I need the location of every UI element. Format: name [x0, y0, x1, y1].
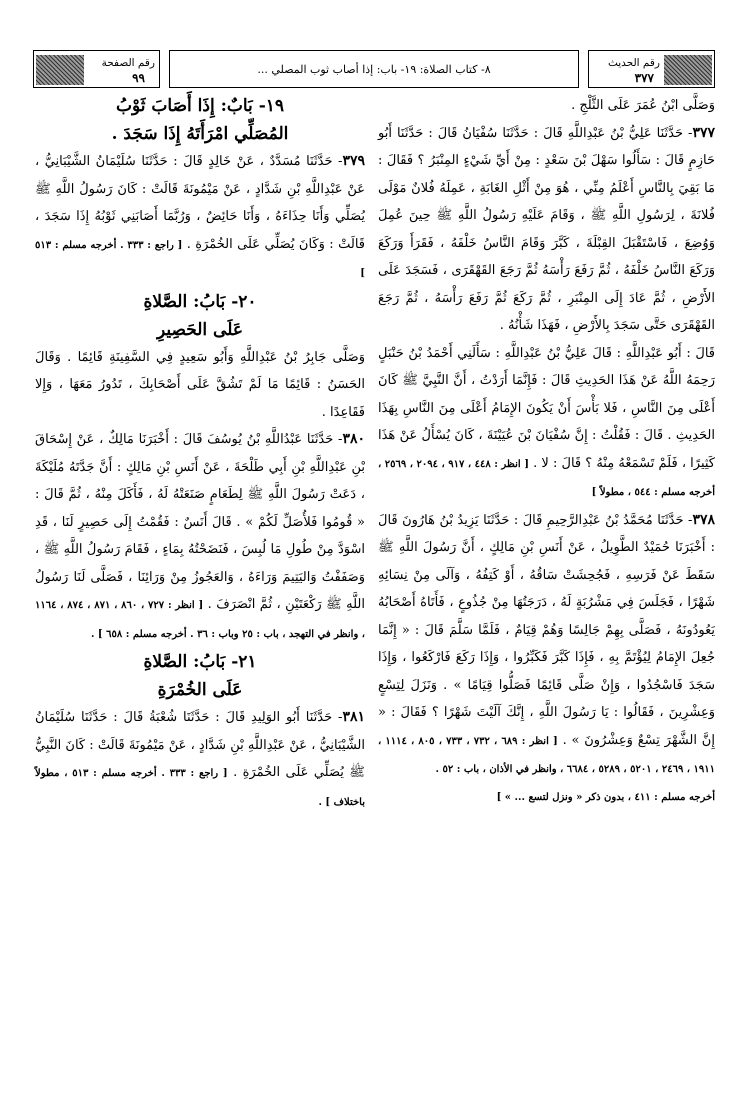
- running-title: [169, 50, 579, 88]
- right-column: [378, 92, 715, 811]
- hadith-number: ٣٧٧: [692, 124, 715, 141]
- hadith-text: - حَدَّثَنَا أَبُو الوَلِيدِ قَالَ : حَدَّثَنَا شُعْبَةُ قَالَ : حَدَّثَنَا سُلَيْمَانُ الشَّيْبَانِيُّ ، عَنْ عَبْدِاللَّهِ بْنِ شَدَّادٍ ، عَنْ مَيْمُونَةَ قَالَتْ : كَانَ النَّبِيُّ ﷺ يُصَلِّي عَلَى الخُمْرَةِ .: [35, 710, 366, 780]
- chapter-title: المُصَلِّي امْرَأَتَهُ إِذَا سَجَدَ .: [111, 124, 289, 144]
- text-paragraph: [378, 340, 715, 507]
- shaded-ornament: [36, 55, 84, 85]
- hadith-number: ٣٧٨: [692, 511, 715, 528]
- hadith-number: ٣٧٧: [634, 71, 654, 85]
- running-title-text: ٨- كتاب الصلاة: ١٩- باب: إذا أصاب ثوب المصلي ...: [257, 62, 491, 76]
- paragraph-text: وَصَلَّى ابْنُ عُمَرَ عَلَى الثَّلْجِ .: [571, 98, 715, 113]
- hadith-paragraph: [378, 507, 715, 784]
- hadith-text: - حَدَّثَنَا عَلِيُّ بْنُ عَبْدِاللَّهِ قَالَ : حَدَّثَنَا سُفْيَانُ قَالَ : حَدَّثَنَا أَبُو حَازِمٍ قَالَ : سَأَلُوا سَهْلَ بْنَ سَعْدٍ : مِنْ أَيِّ شَيْءٍ المِنْبَرُ ؟ فَقَالَ : مَا بَقِيَ بِالنَّاسِ أَعْلَمُ مِنِّي ، هُوَ مِنْ أَثْلِ الغَابَةِ ، عَمِلَهُ فُلانٌ مَوْلَى فُلانَةَ ، لِرَسُولِ اللَّهِ ﷺ ، وَقَامَ عَلَيْهِ رَسُولُ اللَّهِ ﷺ حِينَ عُمِلَ وَوُضِعَ ، فَاسْتَقْبَلَ القِبْلَةَ ، كَبَّرَ وَقَامَ النَّاسُ خَلْفَهُ ، فَقَرَأَ وَرَكَعَ وَرَكَعَ النَّاسُ خَلْفَهُ ، ثُمَّ رَفَعَ رَأْسَهُ ثُمَّ رَجَعَ القَهْقَرَى ، فَسَجَدَ عَلَى الأَرْضِ ، ثُمَّ عَادَ إِلَى المِنْبَرِ ، ثُمَّ رَكَعَ ثُمَّ رَفَعَ رَأْسَهُ ، ثُمَّ رَجَعَ القَهْقَرَى حَتَّى سَجَدَ بِالأَرْضِ ، فَهَذَا شَأْنُهُ .: [378, 125, 715, 333]
- left-column: [35, 92, 365, 816]
- hadith-text: - حَدَّثَنَا عَبْدُاللَّهِ بْنُ يُوسُفَ قَالَ : أَخْبَرَنَا مَالِكٌ ، عَنْ إِسْحَاقَ بْنِ عَبْدِاللَّهِ بْنِ أَبِي طَلْحَةَ ، عَنْ أَنَسِ بْنِ مَالِكٍ : أَنَّ جَدَّتَهُ مُلَيْكَةَ ، دَعَتْ رَسُولَ اللَّهِ ﷺ لِطَعَامٍ صَنَعَتْهُ لَهُ ، فَأَكَلَ مِنْهُ ، ثُمَّ قَالَ : « قُومُوا فَلأُصَلِّ لَكُمْ » . قَالَ أَنَسٌ : فَقُمْتُ إِلَى حَصِيرٍ لَنَا ، قَدِ اسْوَدَّ مِنْ طُولِ مَا لُبِسَ ، فَنَضَحْتُهُ بِمَاءٍ ، فَقَامَ رَسُولُ اللَّهِ ﷺ ، وَصَفَفْتُ وَاليَتِيمَ وَرَاءَهُ ، وَالعَجُوزُ مِنْ وَرَائِنَا ، فَصَلَّى لَنَا رَسُولُ اللَّهِ ﷺ رَكْعَتَيْنِ ، ثُمَّ انْصَرَفَ .: [35, 432, 366, 612]
- chapter-title: ٢١- بَابُ: الصَّلاةِ: [143, 652, 257, 672]
- text-paragraph: [35, 344, 365, 427]
- chapter-title: ٢٠- بَابُ: الصَّلاةِ: [143, 291, 257, 312]
- shaded-ornament: [664, 55, 712, 85]
- hadith-number: ٣٧٩: [342, 153, 365, 169]
- text-paragraph: [378, 92, 715, 120]
- hadith-text: - حَدَّثَنَا مُحَمَّدُ بْنُ عَبْدِالرَّحِيمِ قَالَ : حَدَّثَنَا يَزِيدُ بْنُ هَارُونَ قَالَ : أَخْبَرَنَا حُمَيْدٌ الطَّوِيلُ ، عَنْ أَنَسِ بْنِ مَالِكٍ ، أَنَّ رَسُولَ اللَّهِ ﷺ سَقَطَ عَنْ فَرَسِهِ ، فَجُحِشَتْ سَاقُهُ ، أَوْ كَتِفُهُ ، وَآلَى مِنْ نِسَائِهِ شَهْرًا ، فَجَلَسَ فِي مَشْرُبَةٍ لَهُ ، دَرَجَتُهَا مِنْ جُذُوعٍ ، فَأَتَاهُ أَصْحَابُهُ يَعُودُونَهُ ، فَصَلَّى بِهِمْ جَالِسًا وَهُمْ قِيَامٌ ، فَلَمَّا سَلَّمَ قَالَ : « إِنَّمَا جُعِلَ الإِمَامُ لِيُؤْتَمَّ بِهِ ، فَإِذَا كَبَّرَ فَكَبِّرُوا ، وَإِذَا رَكَعَ فَارْكَعُوا ، وَإِذَا سَجَدَ فَاسْجُدُوا ، وَإِنْ صَلَّى قَائِمًا فَصَلُّوا قِيَامًا » . وَنَزَلَ لِتِسْعٍ وَعِشْرِينَ ، فَقَالُوا : يَا رَسُولَ اللَّهِ ، إِنَّكَ آلَيْتَ شَهْرًا ؟ فَقَالَ : « إِنَّ الشَّهْرَ تِسْعٌ وَعِشْرُونَ » .: [378, 512, 715, 748]
- hadith-paragraph: [35, 148, 365, 288]
- hadith-text: - حَدَّثَنَا مُسَدَّدٌ ، عَنْ خَالِدٍ قَالَ : حَدَّثَنَا سُلَيْمَانُ الشَّيْبَانِيُّ ، عَنْ عَبْدِاللَّهِ بْنِ شَدَّادٍ ، عَنْ مَيْمُونَةَ قَالَتْ : كَانَ رَسُولُ اللَّهِ ﷺ يُصَلِّي وَأَنَا حِذَاءَهُ ، وَأَنَا حَائِضٌ ، وَرُبَّمَا أَصَابَنِي ثَوْبُهُ إِذَا سَجَدَ ، قَالَتْ : وَكَانَ يُصَلِّي عَلَى الخُمْرَةِ .: [35, 154, 366, 252]
- hadith-number: ٣٨١: [342, 709, 365, 725]
- chapter-title: ١٩- بَابٌ: إِذَا أَصَابَ ثَوْبُ: [115, 96, 285, 116]
- paragraph-text: قَالَ : أَبُو عَبْدِاللَّهِ : قَالَ عَلِيُّ بْنُ عَبْدِاللَّهِ : سَأَلَنِي أَحْمَدُ بْنُ حَنْبَلٍ رَحِمَهُ اللَّهُ عَنْ هَذَا الحَدِيثِ قَالَ : فَإِنَّمَا أَرَدْتُ ، أَنَّ النَّبِيَّ ﷺ كَانَ أَعْلَى مِنَ النَّاسِ ، فَلا بَأْسَ أَنْ يَكُونَ الإِمَامُ أَعْلَى مِنَ النَّاسِ بِهَذَا الحَدِيثِ . قَالَ : فَقُلْتُ : إِنَّ سُفْيَانَ بْنَ عُيَيْنَةَ ، كَانَ يُسْأَلُ عَنْ هَذَا كَثِيرًا ، فَلَمْ تَسْمَعْهُ مِنْهُ ؟ قَالَ : لا .: [378, 345, 715, 471]
- paragraph-text: وَصَلَّى جَابِرُ بْنُ عَبْدِاللَّهِ وَأَبُو سَعِيدٍ فِي السَّفِينَةِ قَائِمًا . وَقَالَ الحَسَنُ : قَائِمًا مَا لَمْ تَشُقَّ عَلَى أَصْحَابِكَ ، تَدُورُ مَعَهَا ، وَإِلا فَقَاعِدًا .: [35, 349, 365, 420]
- hadith-paragraph: [35, 704, 365, 816]
- hadith-reference: أخرجه مسلم : ٤١١ ، بدون ذكر « ونزل لتسع ... » ]: [496, 791, 715, 803]
- page-number-label: رقم الصفحة: [101, 57, 155, 69]
- hadith-reference: [ انظر : ٤٤٨ ، ٩١٧ ، ٢٠٩٤ ، ٢٥٦٩ ، أخرجه مسلم : ٥٤٤ ، مطولاً ]: [378, 458, 715, 498]
- chapter-title: عَلَى الخُمْرَةِ: [157, 680, 243, 700]
- hadith-number-label: رقم الحديث: [607, 57, 660, 69]
- hadith-reference: [ انظر : ٦٨٩ ، ٧٣٢ ، ٧٣٣ ، ٨٠٥ ، ١١١٤ ، ١٩١١ ، ٢٤٦٩ ، ٥٢٠١ ، ٥٢٨٩ ، ٦٦٨٤ ، وانظر في الأذان ، باب : ٥٢ .: [378, 735, 715, 775]
- hadith-reference: [ راجع : ٣٣٣ . أخرجه مسلم : ٥١٣ ، مطولاً باختلاف ] .: [35, 768, 365, 808]
- hadith-number-box: [588, 50, 715, 88]
- hadith-paragraph: [35, 426, 365, 648]
- page-number: ٩٩: [132, 71, 145, 85]
- hadith-reference: [ انظر : ٧٢٧ ، ٨٦٠ ، ٨٧١ ، ٨٧٤ ، ١١٦٤ ، وانظر في التهجد ، باب : ٢٥ وباب : ٣٦ . أخرجه مسلم : ٦٥٨ ] .: [35, 600, 365, 640]
- hadith-number: ٣٨٠: [342, 431, 365, 447]
- chapter-title: عَلَى الحَصِيرِ: [157, 319, 243, 340]
- page-header: [33, 50, 715, 90]
- hadith-paragraph: [378, 120, 715, 340]
- hadith-reference: [ راجع : ٣٣٣ . أخرجه مسلم : ٥١٣ ]: [35, 239, 365, 279]
- page-number-box: [33, 50, 160, 88]
